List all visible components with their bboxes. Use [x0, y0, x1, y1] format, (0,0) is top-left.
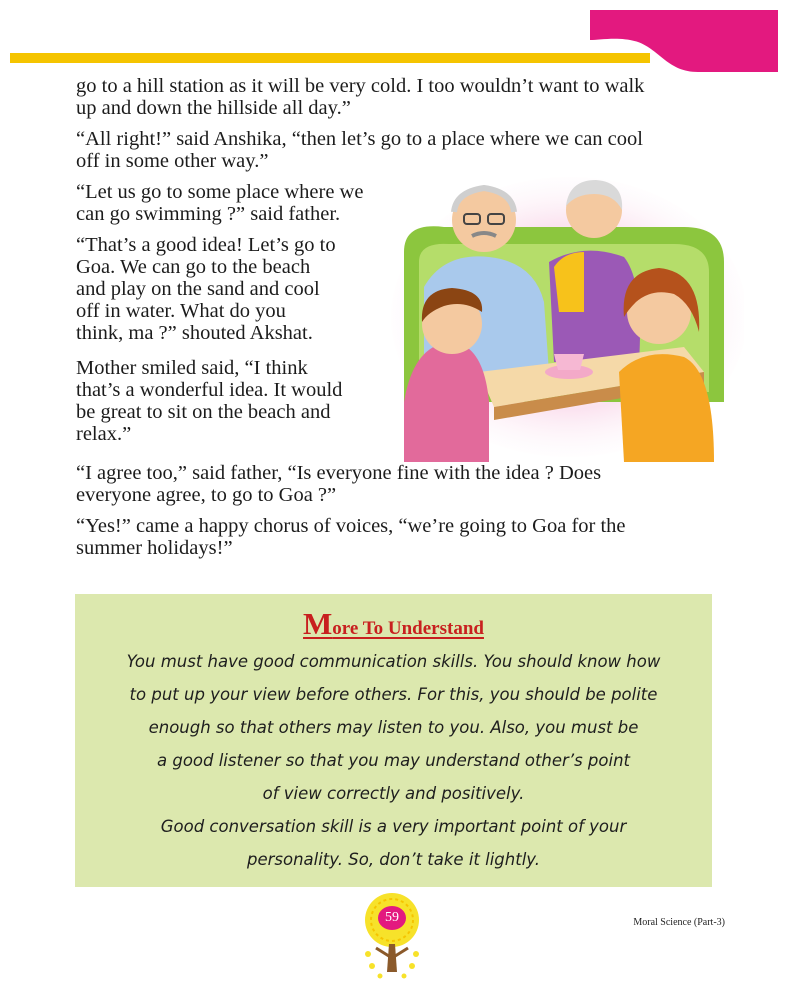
story-line: “All right!” said Anshika, “then let’s go to a place where we can cool [76, 128, 643, 150]
story-line: that’s a wonderful idea. It would [76, 379, 343, 401]
story-paragraph-3 [76, 181, 411, 225]
understand-line: enough so that others may listen to you. Also, you must be [148, 718, 639, 737]
story-line: and play on the sand and cool [76, 278, 320, 300]
understand-line: to put up your view before others. For this, you should be polite [129, 685, 658, 704]
header-pink-tab [590, 10, 778, 72]
more-to-understand-box [75, 594, 712, 887]
story-line: everyone agree, to go to Goa ?” [76, 484, 337, 506]
story-paragraph-2 [76, 128, 712, 172]
book-footer: Moral Science (Part-3) [633, 917, 725, 928]
understand-line: Good conversation skill is a very important point of your [160, 817, 627, 836]
story-line: “Yes!” came a happy chorus of voices, “we’re going to Goa for the [76, 515, 626, 537]
story-line: go to a hill station as it will be very cold. I too wouldn’t want to walk [76, 75, 645, 97]
understand-line: of view correctly and positively. [262, 784, 525, 803]
story-paragraph-7 [76, 515, 712, 559]
header-yellow-bar [10, 53, 650, 63]
story-line: off in some other way.” [76, 150, 269, 172]
story-line: think, ma ?” shouted Akshat. [76, 322, 313, 344]
story-line: “That’s a good idea! Let’s go to [76, 234, 336, 256]
understand-line: a good listener so that you may understand other’s point [156, 751, 630, 770]
story-line: Mother smiled said, “I think [76, 357, 308, 379]
title-initial: M [303, 606, 333, 641]
more-to-understand-title [75, 606, 712, 642]
story-line: can go swimming ?” said father. [76, 203, 341, 225]
story-line: up and down the hillside all day.” [76, 97, 351, 119]
story-paragraph-6 [76, 462, 712, 506]
story-line: “Let us go to some place where we [76, 181, 364, 203]
story-line: off in water. What do you [76, 300, 286, 322]
story-paragraph-5 [76, 357, 401, 445]
understand-line: You must have good communication skills. You should know how [126, 652, 661, 671]
story-paragraph-1 [76, 75, 712, 119]
story-line: relax.” [76, 423, 132, 445]
story-paragraph-4 [76, 234, 376, 344]
story-line: be great to sit on the beach and [76, 401, 331, 423]
story-line: summer holidays!” [76, 537, 233, 559]
page-number: 59 [378, 906, 406, 930]
story-line: Goa. We can go to the beach [76, 256, 311, 278]
story-line: “I agree too,” said father, “Is everyone fine with the idea ? Does [76, 462, 602, 484]
title-rest: ore To Understand [332, 618, 484, 639]
understand-line: personality. So, don’t take it lightly. [246, 850, 541, 869]
family-conversation-illustration [384, 172, 744, 462]
